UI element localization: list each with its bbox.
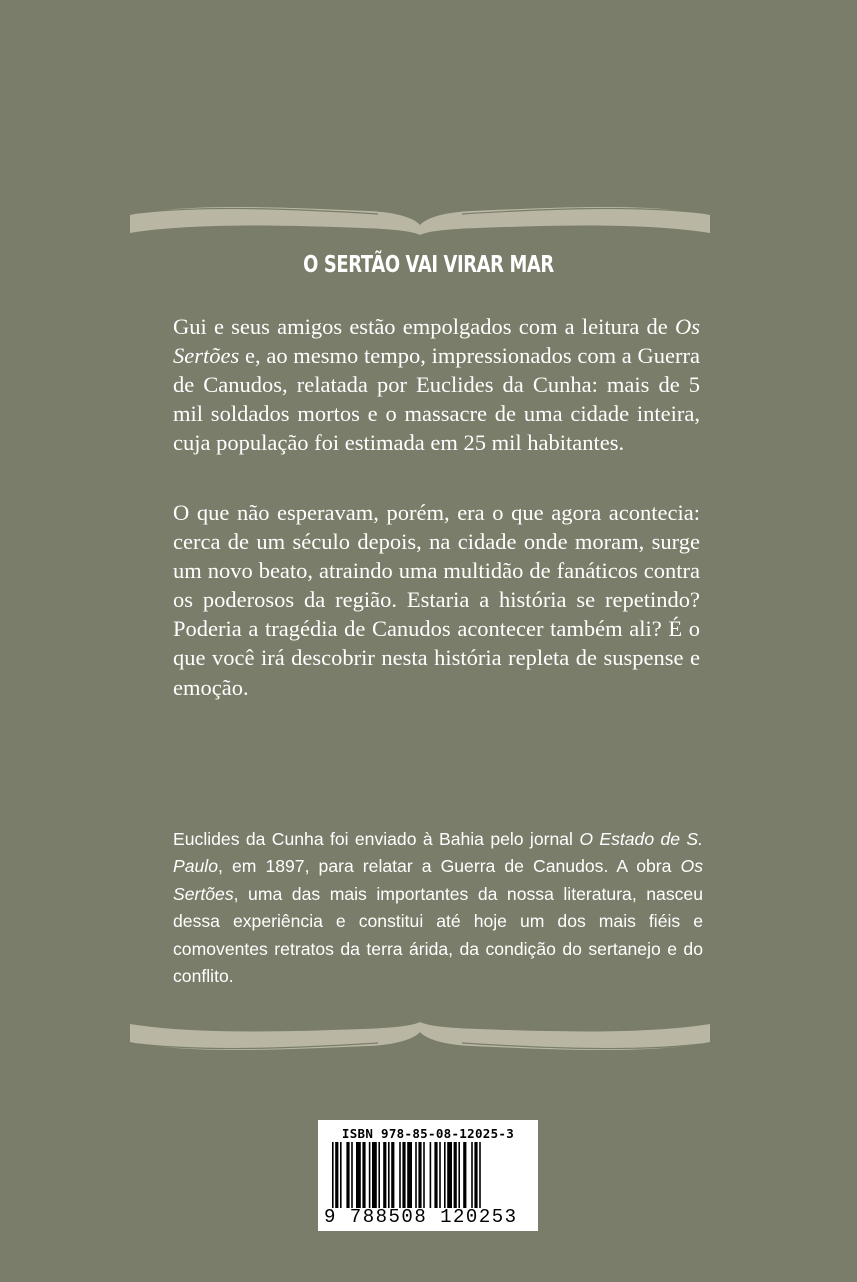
author-note: Euclides da Cunha foi enviado à Bahia pelo jornal O Estado de S. Paulo, em 1897, para relatar a Guerra de Canudos. A obra Os Sertões, uma das mais importantes da nossa literatura, nasceu dessa experiência e constitui até hoje um dos mais fiéis e comoventes retratos da terra árida, da condição do sertanejo e do conflito. — [173, 829, 703, 987]
isbn-label: ISBN 978-85-08-12025-3 — [341, 1126, 515, 1141]
synopsis-paragraph-1: Gui e seus amigos estão empolgados com a leitura de Os Sertões e, ao mesmo tempo, impressionados com a Guerra de Canudos, relatada por Euclides da Cunha: mais de 5 mil soldados mortos e o massacre de uma cidade inteira, cuja população foi estimada em 25 mil habitantes. — [173, 314, 700, 456]
synopsis-paragraph-2: O que não esperavam, porém, era o que agora acontecia: cerca de um século depois, na cidade onde moram, surge um novo beato, atraindo uma multidão de fanáticos contra os poderosos da região. Estaria a história se repetindo? Poderia a tragédia de Canudos acontecer também ali? É o que você irá descobrir nesta história repleta de suspense e emoção. — [173, 500, 700, 700]
barcode-digits: 9 788508 120253 — [324, 1206, 518, 1228]
barcode-bars — [332, 1142, 526, 1208]
open-book-ornament-top — [128, 201, 712, 235]
open-book-ornament-bottom — [128, 1022, 712, 1056]
isbn-barcode — [318, 1120, 538, 1231]
book-title: O SERTÃO VAI VIRAR MAR — [303, 252, 554, 278]
